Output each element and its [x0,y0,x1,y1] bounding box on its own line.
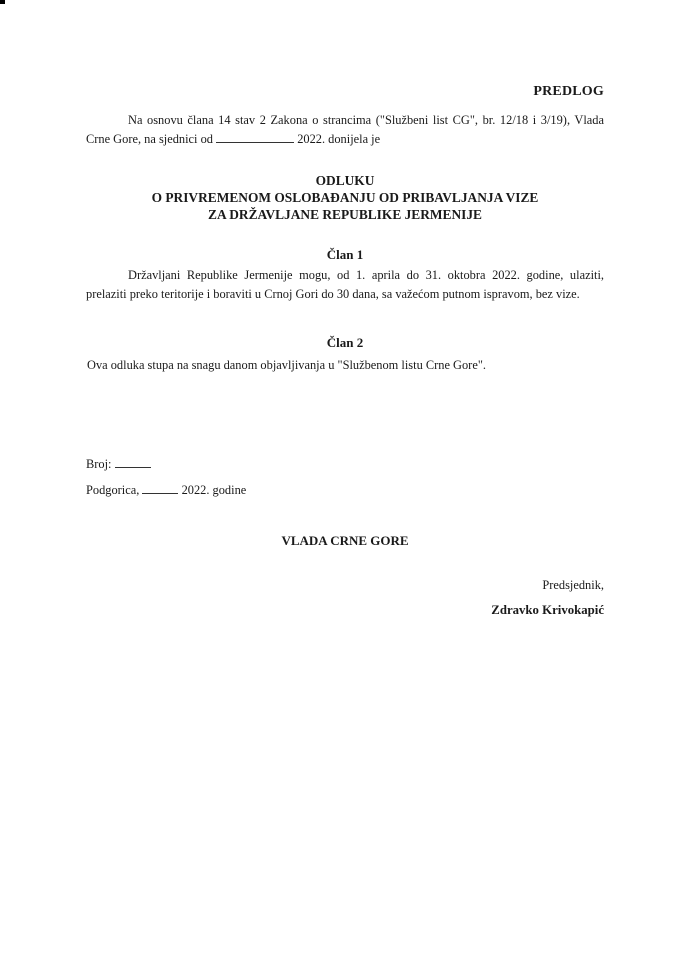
signatory-title: Predsjednik, [542,578,604,592]
number-line [86,456,151,472]
place-date-line [86,482,246,498]
title-line-2: O PRIVREMENOM OSLOBAĐANJU OD PRIBAVLJANJA VIZE [151,190,539,205]
title-line-1: ODLUKU [315,173,375,188]
preamble-text-part1: Na osnovu člana 14 stav 2 Zakona o strancima ("Službeni list CG", br. 12/18 i 3/19), Vlada Crne Gore, na sjednici od [86,113,604,146]
preamble-paragraph [86,111,604,149]
article-1-heading: Član 1 [326,247,364,262]
article-1-text: Državljani Republike Jermenije mogu, od 1. aprila do 31. oktobra 2022. godine, ulaziti, prelaziti preko teritorije i boraviti u Crnoj Gori do 30 dana, sa važećom putnom ispravom, bez vize. [86,268,604,301]
decision-title [86,172,604,223]
scan-corner-mark [0,0,5,4]
article-2-heading: Član 2 [326,335,364,350]
proposal-label: PREDLOG [533,84,604,99]
place-label: Podgorica, [86,483,140,497]
session-date-blank [216,131,294,143]
signatory-name: Zdravko Krivokapić [491,603,604,617]
title-line-3: ZA DRŽAVLJANE REPUBLIKE JERMENIJE [208,207,482,222]
government-name: VLADA CRNE GORE [281,533,409,548]
article-2-text: Ova odluka stupa na snagu danom objavljivanja u "Službenom listu Crne Gore". [87,358,486,372]
number-label: Broj: [86,457,112,471]
number-blank [115,456,151,468]
preamble-text-part2: 2022. donijela je [297,132,381,146]
place-date-suffix: 2022. godine [181,483,247,497]
date-blank [142,482,178,494]
